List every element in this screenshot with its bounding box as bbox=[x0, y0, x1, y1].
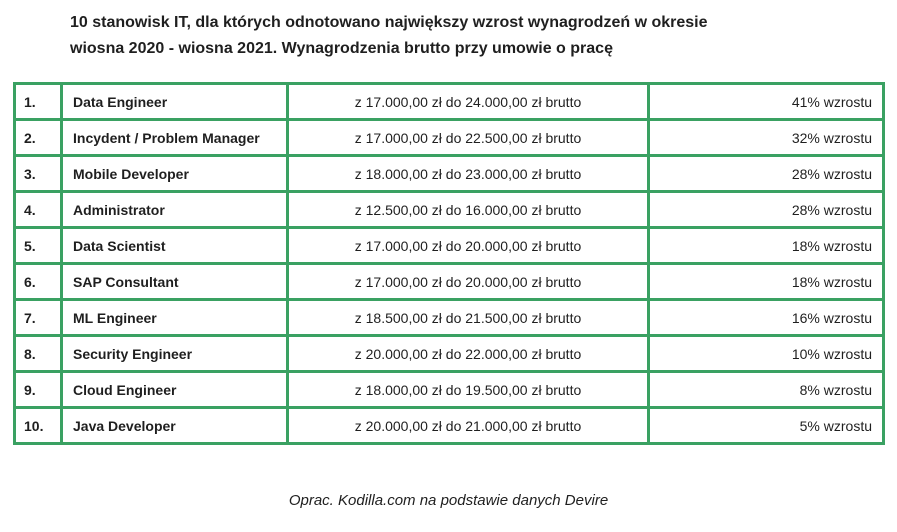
salary-range-cell: z 18.000,00 zł do 23.000,00 zł brutto bbox=[288, 156, 649, 192]
growth-cell: 10% wzrostu bbox=[649, 336, 884, 372]
rank-cell: 10. bbox=[15, 408, 62, 444]
position-cell: ML Engineer bbox=[62, 300, 288, 336]
table-row bbox=[15, 192, 884, 228]
page-title-line-2: wiosna 2020 - wiosna 2021. Wynagrodzenia brutto przy umowie o pracę bbox=[70, 40, 613, 57]
rank-cell: 3. bbox=[15, 156, 62, 192]
position-cell: Mobile Developer bbox=[62, 156, 288, 192]
position-cell: Cloud Engineer bbox=[62, 372, 288, 408]
table-row bbox=[15, 336, 884, 372]
growth-cell: 32% wzrostu bbox=[649, 120, 884, 156]
growth-cell: 16% wzrostu bbox=[649, 300, 884, 336]
table-row bbox=[15, 264, 884, 300]
rank-cell: 5. bbox=[15, 228, 62, 264]
salary-range-cell: z 17.000,00 zł do 24.000,00 zł brutto bbox=[288, 84, 649, 120]
table-row bbox=[15, 156, 884, 192]
salary-growth-table bbox=[13, 82, 885, 445]
salary-range-cell: z 17.000,00 zł do 22.500,00 zł brutto bbox=[288, 120, 649, 156]
salary-range-cell: z 17.000,00 zł do 20.000,00 zł brutto bbox=[288, 264, 649, 300]
position-cell: Java Developer bbox=[62, 408, 288, 444]
salary-range-cell: z 20.000,00 zł do 22.000,00 zł brutto bbox=[288, 336, 649, 372]
rank-cell: 7. bbox=[15, 300, 62, 336]
rank-cell: 4. bbox=[15, 192, 62, 228]
table-row bbox=[15, 372, 884, 408]
salary-range-cell: z 18.500,00 zł do 21.500,00 zł brutto bbox=[288, 300, 649, 336]
table-row bbox=[15, 408, 884, 444]
position-cell: Administrator bbox=[62, 192, 288, 228]
rank-cell: 1. bbox=[15, 84, 62, 120]
position-cell: Data Engineer bbox=[62, 84, 288, 120]
rank-cell: 6. bbox=[15, 264, 62, 300]
growth-cell: 18% wzrostu bbox=[649, 228, 884, 264]
salary-range-cell: z 20.000,00 zł do 21.000,00 zł brutto bbox=[288, 408, 649, 444]
table-row bbox=[15, 300, 884, 336]
table-row bbox=[15, 228, 884, 264]
page-title-line-1: 10 stanowisk IT, dla których odnotowano największy wzrost wynagrodzeń w okresie bbox=[70, 14, 708, 31]
position-cell: Data Scientist bbox=[62, 228, 288, 264]
growth-cell: 28% wzrostu bbox=[649, 156, 884, 192]
table-row bbox=[15, 120, 884, 156]
growth-cell: 41% wzrostu bbox=[649, 84, 884, 120]
rank-cell: 8. bbox=[15, 336, 62, 372]
salary-range-cell: z 12.500,00 zł do 16.000,00 zł brutto bbox=[288, 192, 649, 228]
growth-cell: 8% wzrostu bbox=[649, 372, 884, 408]
position-cell: SAP Consultant bbox=[62, 264, 288, 300]
growth-cell: 28% wzrostu bbox=[649, 192, 884, 228]
rank-cell: 2. bbox=[15, 120, 62, 156]
source-caption: Oprac. Kodilla.com na podstawie danych Devire bbox=[288, 492, 609, 509]
rank-cell: 9. bbox=[15, 372, 62, 408]
growth-cell: 18% wzrostu bbox=[649, 264, 884, 300]
position-cell: Security Engineer bbox=[62, 336, 288, 372]
page-title bbox=[70, 10, 877, 62]
growth-cell: 5% wzrostu bbox=[649, 408, 884, 444]
salary-range-cell: z 17.000,00 zł do 20.000,00 zł brutto bbox=[288, 228, 649, 264]
position-cell: Incydent / Problem Manager bbox=[62, 120, 288, 156]
salary-range-cell: z 18.000,00 zł do 19.500,00 zł brutto bbox=[288, 372, 649, 408]
table-row bbox=[15, 84, 884, 120]
